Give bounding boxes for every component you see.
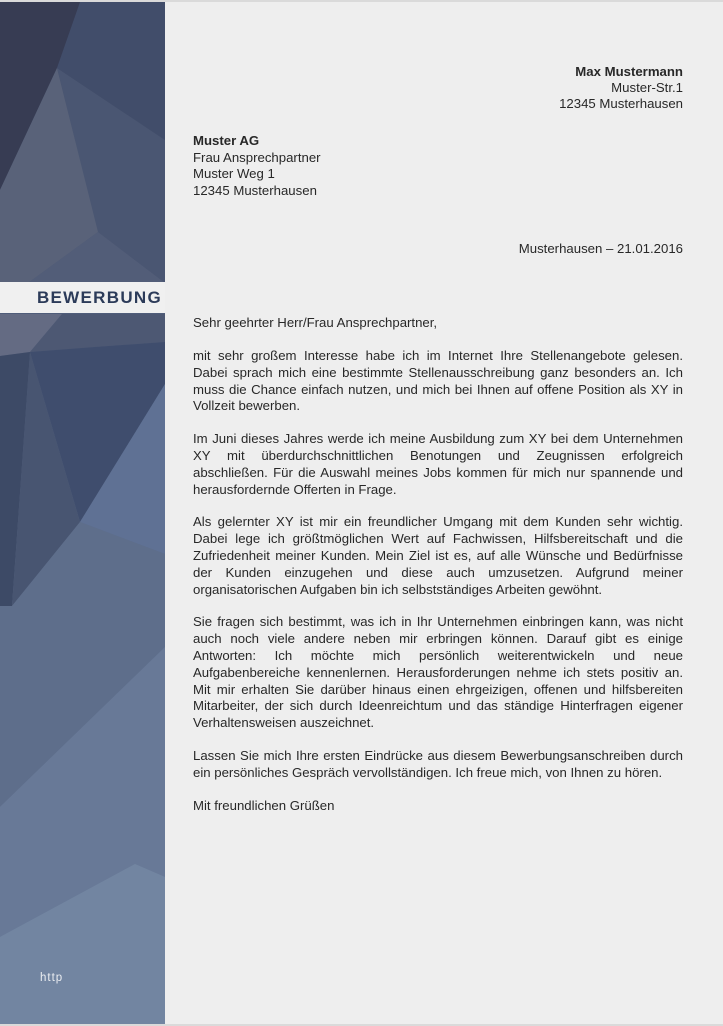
lowpoly-background [0, 2, 165, 1024]
watermark-text: http [40, 972, 64, 984]
sender-street: Muster-Str.1 [611, 80, 683, 95]
banner-label: BEWERBUNG [36, 287, 162, 307]
paragraph-4: Sie fragen sich bestimmt, was ich in Ihr Unternehmen einbringen kann, was nicht auch noch viele andere neben mir erbringen können. Darauf gibt es einige Antworten: Ich möchte mich persönlich weiterentwickeln und neue Aufgabenbereiche kennenlernen. Herausforderungen nehme ich stets positiv an. Mit mir erhalten Sie darüber hinaus einen ehrgeizigen, offenen und hilfsbereiten Mitarbeiter, der sich durch Ideenreichtum und das ständige Hinterfragen eigener Verhaltensweisen auszeichnet. [193, 614, 683, 731]
recipient-street: Muster Weg 1 [193, 166, 275, 182]
recipient-company: Muster AG [193, 133, 260, 148]
paragraph-3: Als gelernter XY ist mir ein freundlicher Umgang mit dem Kunden sehr wichtig. Dabei lege ich größtmöglichen Wert auf Fachwissen, Hilfsbereitschaft und die Zufriedenheit meiner Kunden. Mein Ziel ist es, auf alle Wünsche und Bedürfnisse der Kunden einzugehen und diese auch umzusetzen. Aufgrund meiner organisatorischen Aufgaben bin ich selbstständiges Arbeiten gewöhnt. [193, 514, 683, 597]
dateline: Musterhausen – 21.01.2016 [518, 241, 683, 257]
sidebar [0, 2, 165, 1024]
recipient-city: 12345 Musterhausen [193, 182, 317, 198]
recipient-contact: Frau Ansprechpartner [193, 149, 321, 165]
paragraph-1: mit sehr großem Interesse habe ich im Internet Ihre Stellenangebote gelesen. Dabei sprach mich eine bestimmte Stellenausschreibung ganz besonders an. Ich muss die Chance einfach nutzen, und mich bei Ihnen auf offene Position als XY in Vollzeit bewerben. [193, 347, 683, 414]
closing: Mit freundlichen Grüßen [193, 797, 335, 813]
sender-city: 12345 Musterhausen [559, 96, 683, 111]
sender-name: Max Mustermann [575, 64, 683, 79]
paragraph-2: Im Juni dieses Jahres werde ich meine Ausbildung zum XY bei dem Unternehmen XY mit überdurchschnittlichen Benotungen und Zeugnissen erfolgreich abschließen. Für die Auswahl meines Jobs kommen für mich nur spannende und herausfordernde Offerten in Frage. [193, 431, 683, 497]
bewerbung-banner [0, 282, 165, 313]
recipient-block [193, 133, 683, 199]
letter-body [193, 2, 683, 814]
paragraph-5: Lassen Sie mich Ihre ersten Eindrücke aus diesem Bewerbungsanschreiben durch ein persönliches Gespräch vervollständigen. Ich freue mich, von Ihnen zu hören. [193, 747, 683, 780]
salutation: Sehr geehrter Herr/Frau Ansprechpartner, [193, 315, 438, 331]
sender-block [193, 64, 683, 112]
